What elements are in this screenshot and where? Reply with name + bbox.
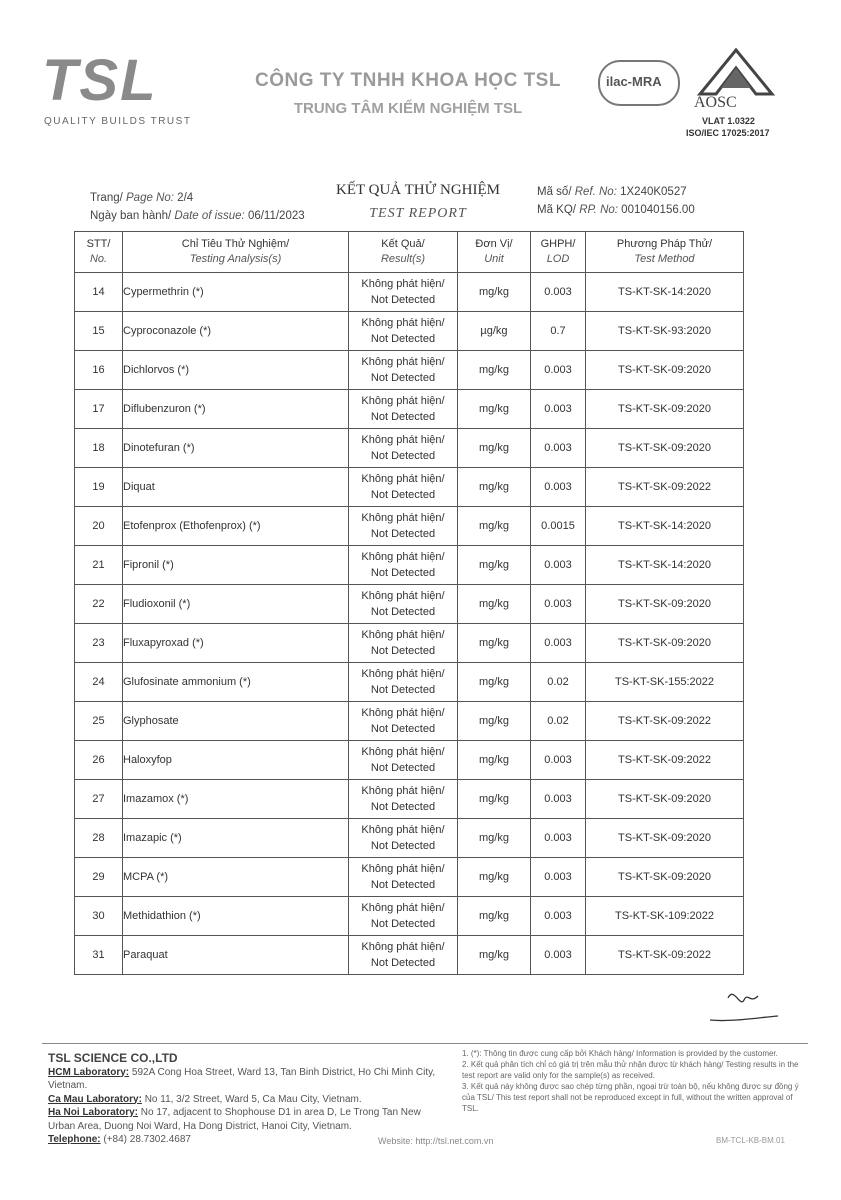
cell-unit: mg/kg [458,468,531,507]
cell-method: TS-KT-SK-09:2020 [586,351,744,390]
result-vi: Không phát hiện/ [361,824,445,836]
cell-no: 29 [75,858,123,897]
report-title: KẾT QUẢ THỬ NGHIỆM [336,182,500,198]
cell-method: TS-KT-SK-155:2022 [586,663,744,702]
cell-unit: mg/kg [458,507,531,546]
cell-method: TS-KT-SK-09:2022 [586,936,744,975]
aosc-mark-icon [696,48,776,96]
result-vi: Không phát hiện/ [361,668,445,680]
cell-lod: 0.003 [531,897,586,936]
footer-contact [48,1052,448,1147]
cell-lod: 0.003 [531,351,586,390]
cell-method: TS-KT-SK-14:2020 [586,273,744,312]
cell-result [349,546,458,585]
cell-method: TS-KT-SK-09:2022 [586,702,744,741]
cell-analysis: Diquat [123,468,349,507]
company-name: CÔNG TY TNHH KHOA HỌC TSL [255,70,561,91]
result-vi: Không phát hiện/ [361,473,445,485]
result-en: Not Detected [370,528,436,540]
tsl-logo [42,48,202,127]
cell-analysis: Paraquat [123,936,349,975]
cell-lod: 0.0015 [531,507,586,546]
cell-result [349,741,458,780]
cell-analysis: Cyproconazole (*) [123,312,349,351]
cell-no: 22 [75,585,123,624]
cell-lod: 0.003 [531,780,586,819]
cell-method: TS-KT-SK-09:2020 [586,585,744,624]
cell-no: 31 [75,936,123,975]
cell-analysis: Fipronil (*) [123,546,349,585]
cell-analysis: Fluxapyroxad (*) [123,624,349,663]
table-row [75,780,744,819]
cell-no: 30 [75,897,123,936]
cell-method: TS-KT-SK-14:2020 [586,507,744,546]
cell-method: TS-KT-SK-09:2022 [586,741,744,780]
cell-unit: mg/kg [458,546,531,585]
table-row [75,273,744,312]
cell-analysis: Dichlorvos (*) [123,351,349,390]
ilac-mra-logo [598,60,680,106]
cell-lod: 0.003 [531,624,586,663]
cell-analysis: Etofenprox (Ethofenprox) (*) [123,507,349,546]
cell-result [349,507,458,546]
cell-analysis: Haloxyfop [123,741,349,780]
cell-lod: 0.003 [531,741,586,780]
cell-result [349,663,458,702]
table-row [75,312,744,351]
cell-result [349,897,458,936]
result-en: Not Detected [370,723,436,735]
cell-no: 16 [75,351,123,390]
iso-text: ISO/IEC 17025:2017 [686,128,770,138]
cell-no: 25 [75,702,123,741]
result-en: Not Detected [370,372,436,384]
result-en: Not Detected [370,411,436,423]
result-en: Not Detected [370,684,436,696]
cell-analysis: Fludioxonil (*) [123,585,349,624]
cell-unit: mg/kg [458,741,531,780]
cell-lod: 0.003 [531,429,586,468]
result-vi: Không phát hiện/ [361,551,445,563]
cell-result [349,858,458,897]
cell-method: TS-KT-SK-93:2020 [586,312,744,351]
aosc-logo [686,48,790,138]
col-method-header: Phương Pháp Thử/ Test Method [586,232,744,273]
cell-analysis: Cypermethrin (*) [123,273,349,312]
cell-unit: mg/kg [458,351,531,390]
cell-no: 14 [75,273,123,312]
col-analysis-header: Chỉ Tiêu Thử Nghiệm/ Testing Analysis(s) [123,232,349,273]
cell-unit: mg/kg [458,273,531,312]
result-en: Not Detected [370,918,436,930]
cell-unit: mg/kg [458,858,531,897]
result-en: Not Detected [370,801,436,813]
result-vi: Không phát hiện/ [361,941,445,953]
result-en: Not Detected [370,645,436,657]
table-row [75,429,744,468]
cell-result [349,624,458,663]
cell-analysis: Glyphosate [123,702,349,741]
logo-tagline: QUALITY BUILDS TRUST [44,116,192,127]
cell-unit: mg/kg [458,936,531,975]
cell-no: 26 [75,741,123,780]
table-row [75,351,744,390]
table-row [75,858,744,897]
cell-no: 23 [75,624,123,663]
cell-no: 19 [75,468,123,507]
footer-company: TSL SCIENCE CO.,LTD [48,1051,178,1065]
cell-method: TS-KT-SK-09:2020 [586,624,744,663]
report-subtitle: TEST REPORT [369,206,467,221]
hanoi-lab: Ha Noi Laboratory: No 17, adjacent to Shophouse D1 in area D, Le Trong Tan New Urban Area, Duong Noi Ward, Ha Dong District, Hanoi City, Vietnam. [48,1107,421,1132]
cell-analysis: Imazamox (*) [123,780,349,819]
cell-no: 17 [75,390,123,429]
table-row [75,585,744,624]
cell-analysis: Diflubenzuron (*) [123,390,349,429]
cell-unit: mg/kg [458,429,531,468]
cell-method: TS-KT-SK-109:2022 [586,897,744,936]
camau-lab: Ca Mau Laboratory: No 11, 3/2 Street, Ward 5, Ca Mau City, Vietnam. [48,1093,362,1105]
cell-no: 24 [75,663,123,702]
note-3: 3. Kết quả này không được sao chép từng phần, ngoại trừ toàn bộ, nếu không được sự đồng ý của TSL/ This test report shall not be reproduced except in full, without the written approval of TSL. [462,1082,799,1113]
ref-number: Mã số/ Ref. No: 1X240K0527 [537,186,687,198]
cell-lod: 0.003 [531,468,586,507]
cell-unit: mg/kg [458,702,531,741]
result-vi: Không phát hiện/ [361,317,445,329]
footer-notes [462,1048,802,1114]
table-row [75,546,744,585]
cell-lod: 0.003 [531,819,586,858]
cell-no: 28 [75,819,123,858]
result-vi: Không phát hiện/ [361,707,445,719]
result-en: Not Detected [370,879,436,891]
cell-lod: 0.003 [531,936,586,975]
result-vi: Không phát hiện/ [361,278,445,290]
cell-unit: mg/kg [458,624,531,663]
footer-divider [42,1043,808,1044]
cell-result [349,273,458,312]
center-name: TRUNG TÂM KIỂM NGHIỆM TSL [293,100,523,117]
result-en: Not Detected [370,333,436,345]
rp-number: Mã KQ/ RP. No: 001040156.00 [537,204,695,216]
result-en: Not Detected [370,450,436,462]
cell-no: 21 [75,546,123,585]
issue-date: Ngày ban hành/ Date of issue: 06/11/2023 [90,210,305,222]
cell-analysis: Imazapic (*) [123,819,349,858]
cell-lod: 0.003 [531,390,586,429]
cell-result [349,819,458,858]
cell-result [349,351,458,390]
result-en: Not Detected [370,294,436,306]
cell-no: 18 [75,429,123,468]
cell-result [349,468,458,507]
cell-unit: mg/kg [458,390,531,429]
table-row [75,507,744,546]
col-unit-header: Đơn Vị/ Unit [458,232,531,273]
cell-lod: 0.02 [531,663,586,702]
result-vi: Không phát hiện/ [361,629,445,641]
cell-no: 20 [75,507,123,546]
telephone: Telephone: (+84) 28.7302.4687 [48,1134,191,1145]
result-en: Not Detected [370,762,436,774]
cell-result [349,780,458,819]
cell-result [349,702,458,741]
note-1: 1. (*): Thông tin được cung cấp bởi Khách hàng/ Information is provided by the customer. [462,1049,778,1058]
col-result-header: Kết Quả/ Result(s) [349,232,458,273]
table-row [75,897,744,936]
cell-no: 15 [75,312,123,351]
cell-method: TS-KT-SK-09:2020 [586,858,744,897]
aosc-text: AOSC [694,94,737,111]
table-header-row [75,232,744,273]
col-lod-header: GHPH/ LOD [531,232,586,273]
cell-lod: 0.003 [531,273,586,312]
website-link[interactable]: Website: http://tsl.net.com.vn [378,1136,494,1146]
cell-lod: 0.003 [531,858,586,897]
cell-lod: 0.003 [531,546,586,585]
cell-result [349,585,458,624]
result-vi: Không phát hiện/ [361,356,445,368]
result-vi: Không phát hiện/ [361,434,445,446]
cell-unit: µg/kg [458,312,531,351]
cell-result [349,429,458,468]
result-vi: Không phát hiện/ [361,902,445,914]
vlat-text: VLAT 1.0322 [702,116,755,126]
result-vi: Không phát hiện/ [361,746,445,758]
result-vi: Không phát hiện/ [361,395,445,407]
cell-method: TS-KT-SK-09:2022 [586,468,744,507]
cell-method: TS-KT-SK-09:2020 [586,819,744,858]
cell-result [349,936,458,975]
col-no-header: STT/ No. [75,232,123,273]
page-number: Trang/ Page No: 2/4 [90,192,194,204]
logo-text: TSL [42,48,158,113]
table-row [75,741,744,780]
cell-analysis: Methidathion (*) [123,897,349,936]
cell-unit: mg/kg [458,897,531,936]
table-row [75,663,744,702]
cell-lod: 0.003 [531,585,586,624]
cell-method: TS-KT-SK-14:2020 [586,546,744,585]
table-row [75,702,744,741]
cell-method: TS-KT-SK-09:2020 [586,780,744,819]
cell-unit: mg/kg [458,663,531,702]
ilac-text: ilac-MRA [606,74,662,89]
result-vi: Không phát hiện/ [361,512,445,524]
result-vi: Không phát hiện/ [361,863,445,875]
result-vi: Không phát hiện/ [361,590,445,602]
result-en: Not Detected [370,957,436,969]
cell-result [349,312,458,351]
result-en: Not Detected [370,840,436,852]
table-row [75,936,744,975]
cell-lod: 0.02 [531,702,586,741]
cell-analysis: Glufosinate ammonium (*) [123,663,349,702]
cell-unit: mg/kg [458,780,531,819]
table-row [75,819,744,858]
form-code: BM-TCL-KB-BM.01 [716,1136,785,1145]
table-row [75,624,744,663]
cell-unit: mg/kg [458,819,531,858]
result-vi: Không phát hiện/ [361,785,445,797]
signature-icon [700,978,780,1028]
table-row [75,390,744,429]
cell-lod: 0.7 [531,312,586,351]
cell-method: TS-KT-SK-09:2020 [586,390,744,429]
hcm-lab: HCM Laboratory: 592A Cong Hoa Street, Ward 13, Tan Binh District, Ho Chi Minh City, Vietnam. [48,1066,436,1091]
note-2: 2. Kết quả phân tích chỉ có giá trị trên mẫu thử nhận được từ khách hàng/ Testing results in the test report are valid only for the sample(s) as received. [462,1060,799,1080]
cell-no: 27 [75,780,123,819]
result-en: Not Detected [370,567,436,579]
table-row [75,468,744,507]
result-en: Not Detected [370,489,436,501]
cell-analysis: MCPA (*) [123,858,349,897]
cell-analysis: Dinotefuran (*) [123,429,349,468]
cell-unit: mg/kg [458,585,531,624]
result-en: Not Detected [370,606,436,618]
results-table [74,231,744,975]
cell-method: TS-KT-SK-09:2020 [586,429,744,468]
cell-result [349,390,458,429]
